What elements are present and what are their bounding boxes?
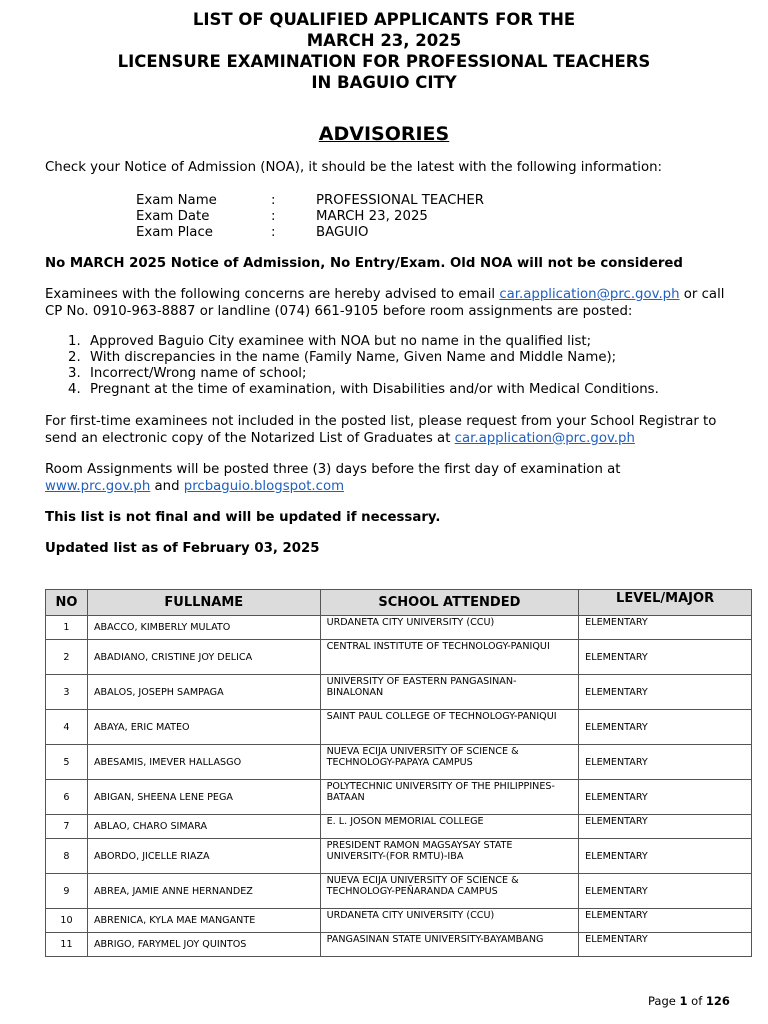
table-row: [46, 909, 752, 933]
cell-no: 3: [46, 675, 88, 710]
exam-date-row: [136, 209, 484, 225]
cell-school: SAINT PAUL COLLEGE OF TECHNOLOGY-PANIQUI: [320, 710, 579, 745]
cell-school: UNIVERSITY OF EASTERN PANGASINAN-BINALONAN: [320, 675, 579, 710]
exam-name-value: PROFESSIONAL TEACHER: [316, 193, 485, 208]
concerns-line-2: CP No. 0910-963-8887 or landline (074) 661-9105 before room assignments are posted:: [45, 303, 633, 319]
cell-level: ELEMENTARY: [579, 640, 752, 675]
cell-no: 7: [46, 815, 88, 839]
cell-level: ELEMENTARY: [579, 909, 752, 933]
table-row: [46, 933, 752, 957]
cell-fullname: ABACCO, KIMBERLY MULATO: [87, 616, 320, 640]
cell-fullname: ABAYA, ERIC MATEO: [87, 710, 320, 745]
header-fullname: FULLNAME: [87, 590, 320, 616]
cell-school: E. L. JOSON MEMORIAL COLLEGE: [320, 815, 579, 839]
table-row: [46, 640, 752, 675]
concerns-line-1-post: or call: [679, 287, 725, 302]
exam-date-label: Exam Date: [136, 209, 210, 224]
exam-name-sep: :: [271, 193, 276, 208]
intro-text: Check your Notice of Admission (NOA), it should be the latest with the following information:: [45, 160, 663, 175]
cell-school: POLYTECHNIC UNIVERSITY OF THE PHILIPPINES-BATAAN: [320, 780, 579, 815]
table-row: [46, 874, 752, 909]
applicants-table: [45, 589, 752, 957]
document-title: [0, 9, 768, 93]
page-total: 126: [705, 994, 730, 1008]
title-line-2: MARCH 23, 2025: [306, 31, 462, 50]
room-line-1: Room Assignments will be posted three (3) days before the first day of examination at: [45, 462, 621, 477]
prc-website-link[interactable]: www.prc.gov.ph: [45, 478, 151, 494]
cell-fullname: ABORDO, JICELLE RIAZA: [87, 839, 320, 874]
exam-name-label: Exam Name: [136, 193, 217, 208]
room-paragraph: [45, 462, 620, 495]
table-row: [46, 616, 752, 640]
cell-no: 6: [46, 780, 88, 815]
noa-warning: No MARCH 2025 Notice of Admission, No Entry/Exam. Old NOA will not be considered: [45, 256, 683, 271]
cell-no: 8: [46, 839, 88, 874]
cell-no: 4: [46, 710, 88, 745]
cell-school: PANGASINAN STATE UNIVERSITY-BAYAMBANG: [320, 933, 579, 957]
concerns-line-1-pre: Examinees with the following concerns are hereby advised to email: [45, 287, 500, 302]
cell-fullname: ABREA, JAMIE ANNE HERNANDEZ: [87, 874, 320, 909]
cell-fullname: ABIGAN, SHEENA LENE PEGA: [87, 780, 320, 815]
table-row: [46, 710, 752, 745]
list-item: [68, 382, 659, 398]
concern-list: [68, 334, 659, 398]
concerns-line-1: [45, 287, 724, 304]
cell-level: ELEMENTARY: [579, 780, 752, 815]
concerns-paragraph: [45, 287, 724, 320]
of-word: of: [687, 994, 706, 1008]
prcbaguio-blog-link[interactable]: prcbaguio.blogspot.com: [183, 478, 345, 494]
email-link-2[interactable]: car.application@prc.gov.ph: [454, 430, 635, 446]
exam-date-sep: :: [271, 209, 276, 224]
page-word: Page: [648, 994, 680, 1008]
table-row: [46, 745, 752, 780]
list-item: [68, 334, 659, 350]
list-item-number: 3.: [68, 366, 81, 381]
title-line-4: IN BAGUIO CITY: [311, 73, 457, 92]
list-item-number: 2.: [68, 350, 81, 365]
exam-name-row: [136, 193, 484, 209]
list-item-number: 4.: [68, 382, 81, 397]
exam-info: [136, 193, 484, 241]
cell-no: 2: [46, 640, 88, 675]
updated-date: Updated list as of February 03, 2025: [45, 541, 320, 556]
first-time-paragraph: [45, 414, 716, 447]
cell-fullname: ABRENICA, KYLA MAE MANGANTE: [87, 909, 320, 933]
cell-no: 5: [46, 745, 88, 780]
cell-level: ELEMENTARY: [579, 815, 752, 839]
cell-no: 11: [46, 933, 88, 957]
cell-school: URDANETA CITY UNIVERSITY (CCU): [320, 909, 579, 933]
room-and-text: and: [150, 478, 184, 494]
cell-school: URDANETA CITY UNIVERSITY (CCU): [320, 616, 579, 640]
list-item: [68, 366, 659, 382]
table-row: [46, 675, 752, 710]
first-time-line-1: For first-time examinees not included in the posted list, please request from your School Registrar to: [45, 414, 717, 429]
list-item: [68, 350, 659, 366]
cell-level: ELEMENTARY: [579, 839, 752, 874]
cell-level: ELEMENTARY: [579, 710, 752, 745]
cell-level: ELEMENTARY: [579, 933, 752, 957]
header-no: NO: [46, 590, 88, 616]
cell-level: ELEMENTARY: [579, 616, 752, 640]
cell-fullname: ABRIGO, FARYMEL JOY QUINTOS: [87, 933, 320, 957]
header-school: SCHOOL ATTENDED: [320, 590, 579, 616]
cell-school: NUEVA ECIJA UNIVERSITY OF SCIENCE & TECHNOLOGY-PAPAYA CAMPUS: [320, 745, 579, 780]
cell-level: ELEMENTARY: [579, 745, 752, 780]
cell-school: NUEVA ECIJA UNIVERSITY OF SCIENCE & TECHNOLOGY-PEÑARANDA CAMPUS: [320, 874, 579, 909]
cell-fullname: ABESAMIS, IMEVER HALLASGO: [87, 745, 320, 780]
cell-school: PRESIDENT RAMON MAGSAYSAY STATE UNIVERSITY-(FOR RMTU)-IBA: [320, 839, 579, 874]
list-item-text: With discrepancies in the name (Family Name, Given Name and Middle Name);: [90, 350, 617, 365]
list-item-text: Approved Baguio City examinee with NOA but no name in the qualified list;: [90, 334, 592, 349]
exam-date-value: MARCH 23, 2025: [316, 209, 428, 224]
cell-level: ELEMENTARY: [579, 675, 752, 710]
exam-place-sep: :: [271, 225, 276, 240]
exam-place-label: Exam Place: [136, 225, 213, 240]
exam-place-row: [136, 225, 484, 241]
table-header-row: [46, 590, 752, 616]
cell-no: 10: [46, 909, 88, 933]
exam-place-value: BAGUIO: [316, 225, 369, 240]
advisories-heading: ADVISORIES: [318, 123, 450, 145]
list-item-text: Pregnant at the time of examination, with Disabilities and/or with Medical Conditions.: [90, 382, 659, 397]
list-item-text: Incorrect/Wrong name of school;: [90, 366, 307, 381]
cell-level: ELEMENTARY: [579, 874, 752, 909]
table-row: [46, 815, 752, 839]
first-time-line-2-pre: send an electronic copy of the Notarized List of Graduates at: [45, 430, 455, 446]
cell-fullname: ABLAO, CHARO SIMARA: [87, 815, 320, 839]
room-line-2: [45, 479, 620, 496]
page-footer: [648, 994, 730, 1008]
page-number: 1: [679, 994, 688, 1008]
cell-no: 1: [46, 616, 88, 640]
cell-fullname: ABADIANO, CRISTINE JOY DELICA: [87, 640, 320, 675]
header-level: LEVEL/MAJOR: [579, 590, 752, 616]
list-item-number: 1.: [68, 334, 81, 349]
title-line-3: LICENSURE EXAMINATION FOR PROFESSIONAL TEACHERS: [117, 52, 651, 71]
cell-school: CENTRAL INSTITUTE OF TECHNOLOGY-PANIQUI: [320, 640, 579, 675]
table-row: [46, 780, 752, 815]
title-line-1: LIST OF QUALIFIED APPLICANTS FOR THE: [192, 10, 576, 29]
table-row: [46, 839, 752, 874]
cell-fullname: ABALOS, JOSEPH SAMPAGA: [87, 675, 320, 710]
first-time-line-2: [45, 431, 716, 448]
email-link-1[interactable]: car.application@prc.gov.ph: [499, 287, 680, 302]
not-final-notice: This list is not final and will be updated if necessary.: [45, 510, 441, 525]
cell-no: 9: [46, 874, 88, 909]
